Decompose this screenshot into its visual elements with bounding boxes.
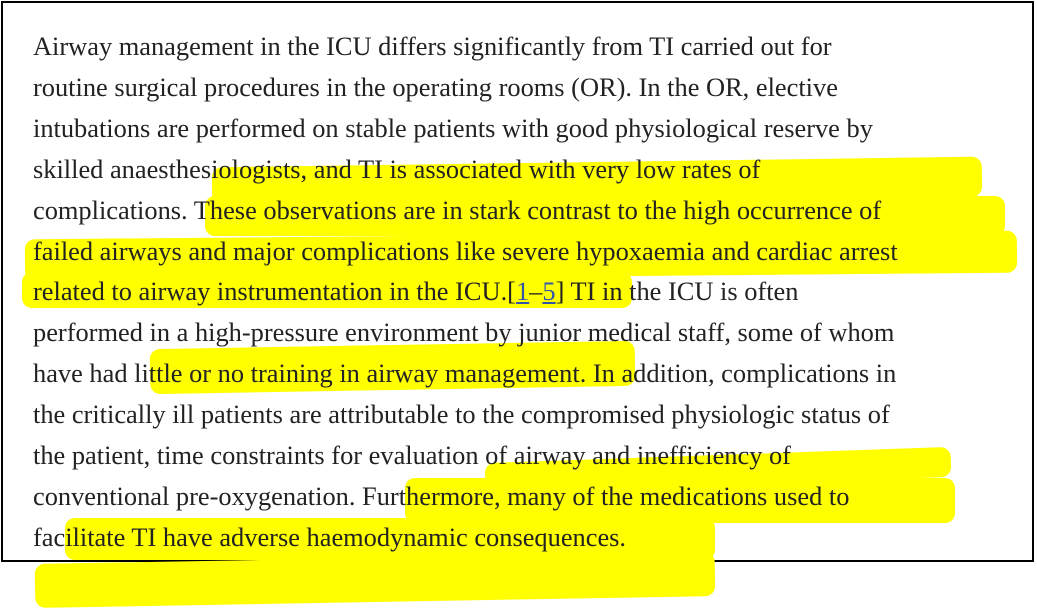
citation-range-dash: – <box>529 276 543 307</box>
text-line-4: skilled anaesthesiologists, and TI is associated with very low rates of <box>33 153 761 184</box>
citation-link-1[interactable]: 1 <box>515 276 530 307</box>
text-line-8: performed in a high-pressure environment by junior medical staff, some of whom <box>33 317 895 348</box>
text-line-10: the critically ill patients are attributable to the compromised physiologic status of <box>33 399 890 430</box>
text-line-2: routine surgical procedures in the operating rooms (OR). In the OR, elective <box>33 71 838 102</box>
text-line-9: have had little or no training in airway management. In addition, complications in <box>33 358 897 389</box>
text-line-11: the patient, time constraints for evaluation of airway and inefficiency of <box>33 440 791 471</box>
text-line-6: failed airways and major complications like severe hypoxaemia and cardiac arrest <box>33 235 898 266</box>
body-paragraph <box>33 26 1023 558</box>
text-line-1: Airway management in the ICU differs significantly from TI carried out for <box>33 31 832 61</box>
citation-link-5[interactable]: 5 <box>542 276 556 307</box>
text-segment: ] TI in the ICU is often <box>555 276 799 307</box>
text-line-12: conventional pre-oxygenation. Furthermore, many of the medications used to <box>33 480 850 511</box>
text-line-5: complications. These observations are in stark contrast to the high occurrence of <box>33 194 882 225</box>
text-segment: related to airway instrumentation in the ICU.[ <box>33 276 516 307</box>
text-line-3: intubations are performed on stable patients with good physiological reserve by <box>33 112 873 143</box>
text-line-7 <box>33 271 1023 312</box>
text-line-13: facilitate TI have adverse haemodynamic consequences. <box>33 521 627 552</box>
